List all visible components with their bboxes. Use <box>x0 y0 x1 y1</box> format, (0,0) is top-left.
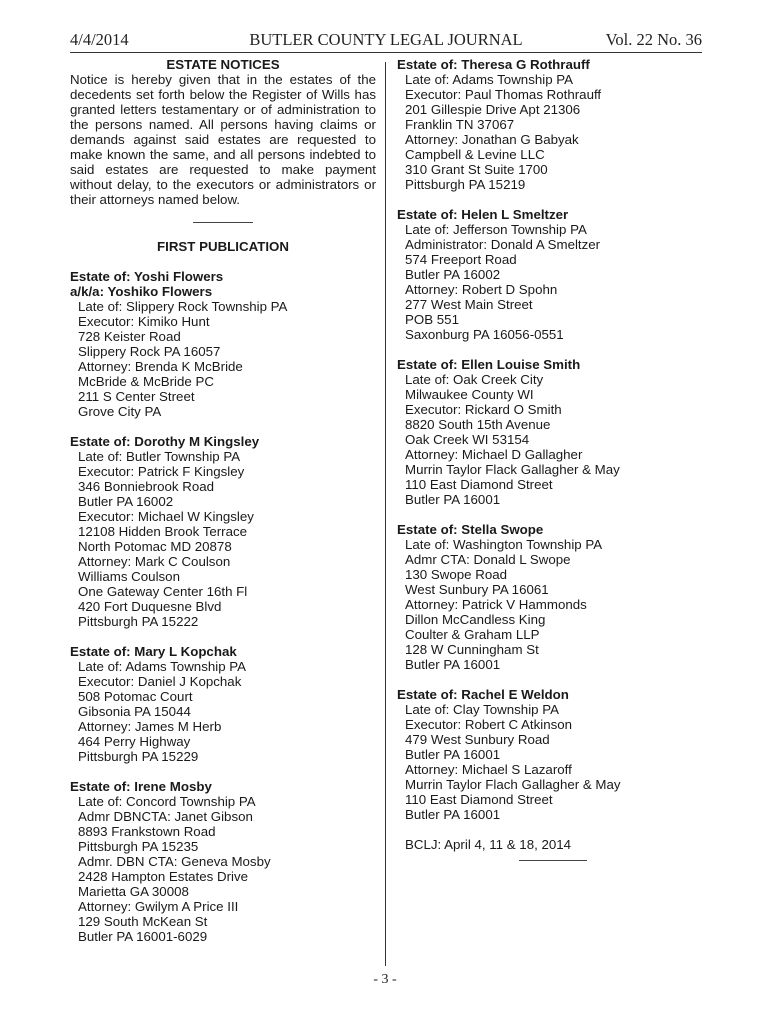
estate-detail-line: Pittsburgh PA 15219 <box>405 177 526 192</box>
estate-detail-line: 8820 South 15th Avenue <box>405 417 551 432</box>
right-column <box>397 57 703 867</box>
estate-detail-line: Attorney: Michael S Lazaroff <box>405 762 572 777</box>
estate-detail-line: Attorney: Patrick V Hammonds <box>405 597 587 612</box>
estate-detail-line: 728 Keister Road <box>78 329 181 344</box>
estate-entry <box>397 357 703 507</box>
notice-paragraph: Notice is hereby given that in the estates of the decedents set forth below the Register of Wills has granted letters testamentary or of administration to the persons named. All persons having claims or demands against said estates are requested to make known the same, and all persons indebted to said estates are requested to make payment without delay, to the executors or administrators or their attorneys named below. <box>70 72 376 207</box>
estate-list-right <box>397 57 703 822</box>
estate-detail-line: Butler PA 16001 <box>405 807 501 822</box>
estate-detail-line: 574 Freeport Road <box>405 252 517 267</box>
journal-header <box>70 30 702 50</box>
estate-detail-line: Late of: Concord Township PA <box>78 794 256 809</box>
estate-detail-line: Late of: Adams Township PA <box>405 72 574 87</box>
estate-detail-line: Admr CTA: Donald L Swope <box>405 552 571 567</box>
estate-detail-line: 346 Bonniebrook Road <box>78 479 215 494</box>
estate-detail-line: 110 East Diamond Street <box>405 792 553 807</box>
estate-heading: Estate of: Irene Mosby <box>70 779 212 794</box>
estate-detail-line: Butler PA 16001 <box>405 492 501 507</box>
estate-detail-line: Attorney: Michael D Gallagher <box>405 447 583 462</box>
volume-number: Vol. 22 No. 36 <box>605 30 702 49</box>
estate-aka: a/k/a: Yoshiko Flowers <box>70 284 213 299</box>
estate-detail-line: Late of: Butler Township PA <box>78 449 241 464</box>
estate-detail-line: 8893 Frankstown Road <box>78 824 216 839</box>
estate-entry <box>397 207 703 342</box>
estate-detail-line: 277 West Main Street <box>405 297 533 312</box>
separator-rule <box>193 222 253 223</box>
estate-detail-line: Slippery Rock PA 16057 <box>78 344 221 359</box>
estate-entry <box>397 687 703 822</box>
estate-heading: Estate of: Yoshi Flowers <box>70 269 224 284</box>
estate-detail-line: 2428 Hampton Estates Drive <box>78 869 248 884</box>
estate-detail-line: Franklin TN 37067 <box>405 117 515 132</box>
estate-detail-line: Attorney: Gwilym A Price III <box>78 899 239 914</box>
estate-detail-line: 12108 Hidden Brook Terrace <box>78 524 248 539</box>
estate-detail-line: Executor: Rickard O Smith <box>405 402 562 417</box>
estate-detail-line: 130 Swope Road <box>405 567 508 582</box>
estate-detail-line: Admr DBNCTA: Janet Gibson <box>78 809 253 824</box>
estate-detail-line: 201 Gillespie Drive Apt 21306 <box>405 102 581 117</box>
estate-entry <box>70 434 376 629</box>
estate-heading: Estate of: Ellen Louise Smith <box>397 357 581 372</box>
page-number: - 3 - <box>373 972 397 987</box>
estate-detail-line: Attorney: Mark C Coulson <box>78 554 231 569</box>
estate-detail-line: Butler PA 16001-6029 <box>78 929 208 944</box>
estate-detail-line: 110 East Diamond Street <box>405 477 553 492</box>
estate-detail-line: Late of: Clay Township PA <box>405 702 559 717</box>
estate-detail-line: Butler PA 16001 <box>405 747 501 762</box>
estate-detail-line: 508 Potomac Court <box>78 689 193 704</box>
estate-detail-line: Milwaukee County WI <box>405 387 534 402</box>
estate-detail-line: Butler PA 16001 <box>405 657 501 672</box>
estate-detail-line: 464 Perry Highway <box>78 734 191 749</box>
estate-detail-line: Gibsonia PA 15044 <box>78 704 191 719</box>
estate-detail-line: West Sunbury PA 16061 <box>405 582 549 597</box>
estate-entry <box>397 57 703 192</box>
journal-title: BUTLER COUNTY LEGAL JOURNAL <box>249 30 523 49</box>
header-rule <box>70 52 702 53</box>
estate-heading: Estate of: Stella Swope <box>397 522 544 537</box>
estate-detail-line: Oak Creek WI 53154 <box>405 432 530 447</box>
estate-detail-line: Late of: Oak Creek City <box>405 372 544 387</box>
estate-detail-line: Late of: Jefferson Township PA <box>405 222 587 237</box>
estate-detail-line: Executor: Paul Thomas Rothrauff <box>405 87 602 102</box>
estate-detail-line: Attorney: Robert D Spohn <box>405 282 558 297</box>
estate-detail-line: One Gateway Center 16th Fl <box>78 584 248 599</box>
estate-heading: Estate of: Dorothy M Kingsley <box>70 434 260 449</box>
estate-detail-line: POB 551 <box>405 312 459 327</box>
estate-detail-line: Grove City PA <box>78 404 162 419</box>
estate-detail-line: 310 Grant St Suite 1700 <box>405 162 548 177</box>
estate-detail-line: Dillon McCandless King <box>405 612 546 627</box>
estate-detail-line: Late of: Slippery Rock Township PA <box>78 299 288 314</box>
publication-dates: BCLJ: April 4, 11 & 18, 2014 <box>405 837 572 852</box>
estate-detail-line: 128 W Cunningham St <box>405 642 539 657</box>
estate-detail-line: Pittsburgh PA 15229 <box>78 749 199 764</box>
estate-heading: Estate of: Theresa G Rothrauff <box>397 57 590 72</box>
estate-detail-line: 420 Fort Duquesne Blvd <box>78 599 222 614</box>
estate-detail-line: Executor: Michael W Kingsley <box>78 509 254 524</box>
estate-detail-line: Williams Coulson <box>78 569 180 584</box>
estate-detail-line: Marietta GA 30008 <box>78 884 189 899</box>
estate-detail-line: Executor: Kimiko Hunt <box>78 314 210 329</box>
estate-detail-line: Attorney: Brenda K McBride <box>78 359 243 374</box>
estate-heading: Estate of: Rachel E Weldon <box>397 687 569 702</box>
publication-heading: FIRST PUBLICATION <box>157 239 289 254</box>
estate-detail-line: Pittsburgh PA 15222 <box>78 614 199 629</box>
estate-detail-line: Coulter & Graham LLP <box>405 627 540 642</box>
estate-detail-line: Executor: Daniel J Kopchak <box>78 674 242 689</box>
estate-detail-line: Murrin Taylor Flack Gallagher & May <box>405 462 620 477</box>
estate-list-left <box>70 269 376 944</box>
estate-detail-line: North Potomac MD 20878 <box>78 539 232 554</box>
estate-heading: Estate of: Helen L Smeltzer <box>397 207 569 222</box>
estate-entry <box>397 522 703 672</box>
issue-date: 4/4/2014 <box>70 30 129 49</box>
estate-detail-line: 479 West Sunbury Road <box>405 732 550 747</box>
estate-heading: Estate of: Mary L Kopchak <box>70 644 237 659</box>
estate-detail-line: Attorney: Jonathan G Babyak <box>405 132 579 147</box>
estate-detail-line: McBride & McBride PC <box>78 374 214 389</box>
section-title: ESTATE NOTICES <box>166 57 280 72</box>
estate-detail-line: Executor: Patrick F Kingsley <box>78 464 245 479</box>
estate-detail-line: Campbell & Levine LLC <box>405 147 545 162</box>
estate-detail-line: 211 S Center Street <box>78 389 195 404</box>
estate-entry <box>70 779 376 944</box>
left-column <box>70 57 376 944</box>
estate-entry <box>70 269 376 419</box>
estate-detail-line: Pittsburgh PA 15235 <box>78 839 199 854</box>
estate-detail-line: 129 South McKean St <box>78 914 208 929</box>
estate-detail-line: Admr. DBN CTA: Geneva Mosby <box>78 854 271 869</box>
estate-detail-line: Butler PA 16002 <box>405 267 501 282</box>
estate-detail-line: Late of: Washington Township PA <box>405 537 603 552</box>
end-rule <box>519 860 587 861</box>
estate-detail-line: Executor: Robert C Atkinson <box>405 717 573 732</box>
estate-detail-line: Administrator: Donald A Smeltzer <box>405 237 601 252</box>
estate-detail-line: Saxonburg PA 16056-0551 <box>405 327 564 342</box>
estate-detail-line: Late of: Adams Township PA <box>78 659 247 674</box>
estate-detail-line: Murrin Taylor Flach Gallagher & May <box>405 777 621 792</box>
estate-detail-line: Butler PA 16002 <box>78 494 174 509</box>
estate-entry <box>70 644 376 764</box>
estate-detail-line: Attorney: James M Herb <box>78 719 222 734</box>
column-divider <box>385 62 386 966</box>
